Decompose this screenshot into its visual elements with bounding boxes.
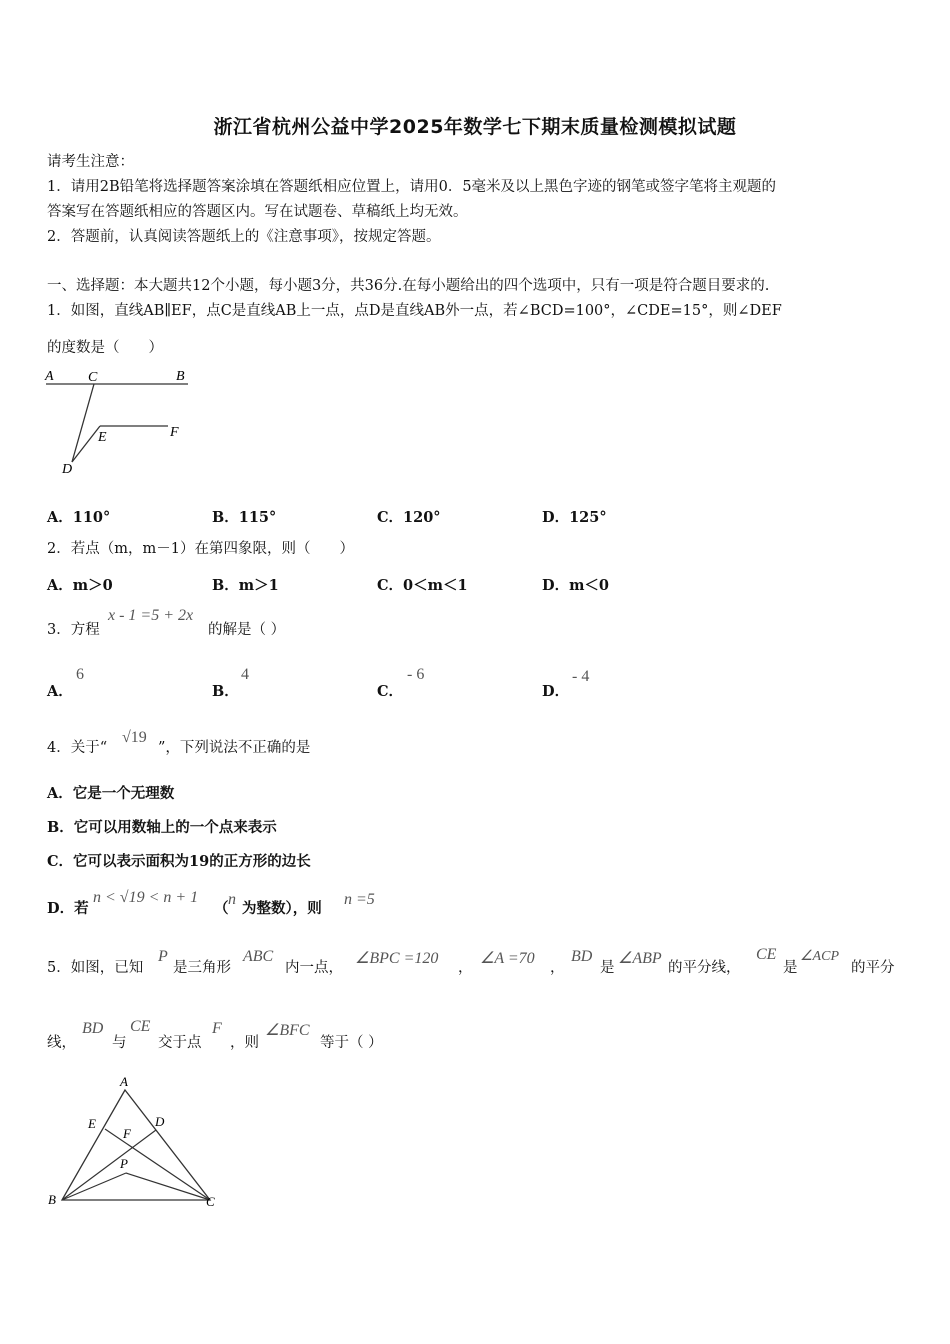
q5-ending: 等于（ ） xyxy=(320,1035,383,1051)
label-f: F xyxy=(170,425,179,440)
q3-stem-post: 的解是（ ） xyxy=(208,622,286,638)
q3-option-a-value: 6 xyxy=(76,666,84,683)
page-title: 浙江省杭州公益中学2025年数学七下期末质量检测模拟试题 xyxy=(213,116,737,138)
q5-text-5: 的平分线， xyxy=(668,960,741,976)
q5-line2-start: 线， xyxy=(47,1035,76,1051)
q3-option-b-label: B． xyxy=(212,683,239,700)
q1-stem-cont: 的度数是（ ） xyxy=(47,340,163,356)
q3-option-d-label: D． xyxy=(542,683,570,700)
q5-text-1: 5．如图，已知 xyxy=(47,960,144,976)
label-a: A xyxy=(45,369,54,384)
q1-option-a: A．110° xyxy=(47,509,111,526)
q5-bd-2: BD xyxy=(82,1020,104,1037)
q1-option-d: D．125° xyxy=(542,509,607,526)
q5-text-2: 是三角形 xyxy=(173,960,231,976)
q5-text-7: 的平分 xyxy=(851,960,895,976)
q5-text-3: 内一点， xyxy=(285,960,343,976)
q1-option-b: B．115° xyxy=(212,509,277,526)
q2-option-b: B．m＞1 xyxy=(212,577,279,594)
q5-text-4: 是 xyxy=(600,960,615,976)
segment-bd xyxy=(62,1130,156,1200)
q4-option-d-n: n xyxy=(228,891,236,908)
q5-text-6: 是 xyxy=(783,960,798,976)
q4-option-d-pre: D．若 xyxy=(47,900,89,917)
q5-angle-bpc: ∠BPC =120 xyxy=(355,950,439,967)
label-b: B xyxy=(176,369,185,384)
q5-figure xyxy=(40,1070,230,1215)
q4-stem-pre: 4．关于“ xyxy=(47,740,108,756)
q3-option-b-value: 4 xyxy=(241,666,249,683)
label-f: F xyxy=(123,1126,131,1141)
section-heading: 一、选择题：本大题共12个小题，每小题3分，共36分.在每小题给出的四个选项中，只有一项是符合题目要求的. xyxy=(47,278,770,294)
q5-ce-2: CE xyxy=(130,1018,151,1035)
label-c: C xyxy=(206,1194,215,1209)
label-e: E xyxy=(98,430,107,445)
q3-option-c-value: - 6 xyxy=(407,666,425,683)
q4-option-d-mid: 为整数），则 xyxy=(242,900,322,917)
q5-bd: BD xyxy=(571,948,593,965)
notice-heading: 请考生注意： xyxy=(47,154,134,170)
label-a: A xyxy=(120,1074,128,1089)
q4-option-c: C．它可以表示面积为19的正方形的边长 xyxy=(47,853,311,870)
q2-option-c: C．0＜m＜1 xyxy=(377,577,468,594)
q3-option-c-label: C． xyxy=(377,683,404,700)
notice-line-1: 1．请用2B铅笔将选择题答案涂填在答题纸相应位置上，请用0．5毫米及以上黑色字迹的钢笔或签字笔将主观题的 xyxy=(47,179,777,195)
q5-point-f: F xyxy=(212,1020,222,1037)
q3-option-a-label: A． xyxy=(47,683,73,700)
label-d: D xyxy=(155,1114,165,1129)
q4-option-d-inequality: n < √19 < n + 1 xyxy=(93,889,199,906)
q5-ce: CE xyxy=(756,946,777,963)
q5-and: 与 xyxy=(112,1035,127,1051)
segment-pc xyxy=(126,1173,210,1200)
notice-line-1b: 答案写在答题纸相应的答题区内。写在试题卷、草稿纸上均无效。 xyxy=(47,204,468,220)
label-b: B xyxy=(48,1192,56,1207)
q3-option-d-value: - 4 xyxy=(572,668,590,685)
q4-stem-post: ”，下列说法不正确的是 xyxy=(158,740,311,756)
q5-angle-abp: ∠ABP xyxy=(618,950,662,967)
q3-equation: x - 1 =5 + 2x xyxy=(108,607,194,624)
q4-option-a: A．它是一个无理数 xyxy=(47,785,175,802)
q5-triangle-abc: ABC xyxy=(243,948,274,965)
label-d: D xyxy=(62,462,73,477)
q2-option-a: A．m＞0 xyxy=(47,577,113,594)
q4-radical: √19 xyxy=(122,729,147,746)
q5-intersect: 交于点 xyxy=(158,1035,202,1051)
q5-then: ，则 xyxy=(230,1035,259,1051)
q1-option-c: C．120° xyxy=(377,509,441,526)
segment-de xyxy=(72,426,100,462)
q5-angle-bfc: ∠BFC xyxy=(265,1022,310,1039)
q2-option-d: D．m＜0 xyxy=(542,577,610,594)
q4-option-d-result: n =5 xyxy=(344,891,375,908)
q2-stem: 2．若点（m，m－1）在第四象限，则（ ） xyxy=(47,541,354,557)
q5-angle-acp: ∠ACP xyxy=(800,949,839,964)
q1-stem: 1．如图，直线AB∥EF，点C是直线AB上一点，点D是直线AB外一点，若∠BCD=100°，∠CDE=15°，则∠DEF xyxy=(47,303,782,319)
q5-comma-1: ， xyxy=(458,960,473,976)
q5-point-p: P xyxy=(158,948,168,965)
q5-angle-a: ∠A =70 xyxy=(480,950,535,967)
q4-option-b: B．它可以用数轴上的一个点来表示 xyxy=(47,819,277,836)
q1-figure xyxy=(40,365,200,480)
label-c: C xyxy=(88,370,98,385)
segment-bp xyxy=(62,1173,126,1200)
label-e: E xyxy=(88,1116,96,1131)
q4-option-d-paren: （ xyxy=(214,900,229,917)
notice-line-2: 2．答题前，认真阅读答题纸上的《注意事项》，按规定答题。 xyxy=(47,229,441,245)
segment-cd xyxy=(72,384,94,462)
q5-comma-2: ， xyxy=(550,960,565,976)
q3-stem-pre: 3．方程 xyxy=(47,622,100,638)
label-p: P xyxy=(120,1156,128,1171)
